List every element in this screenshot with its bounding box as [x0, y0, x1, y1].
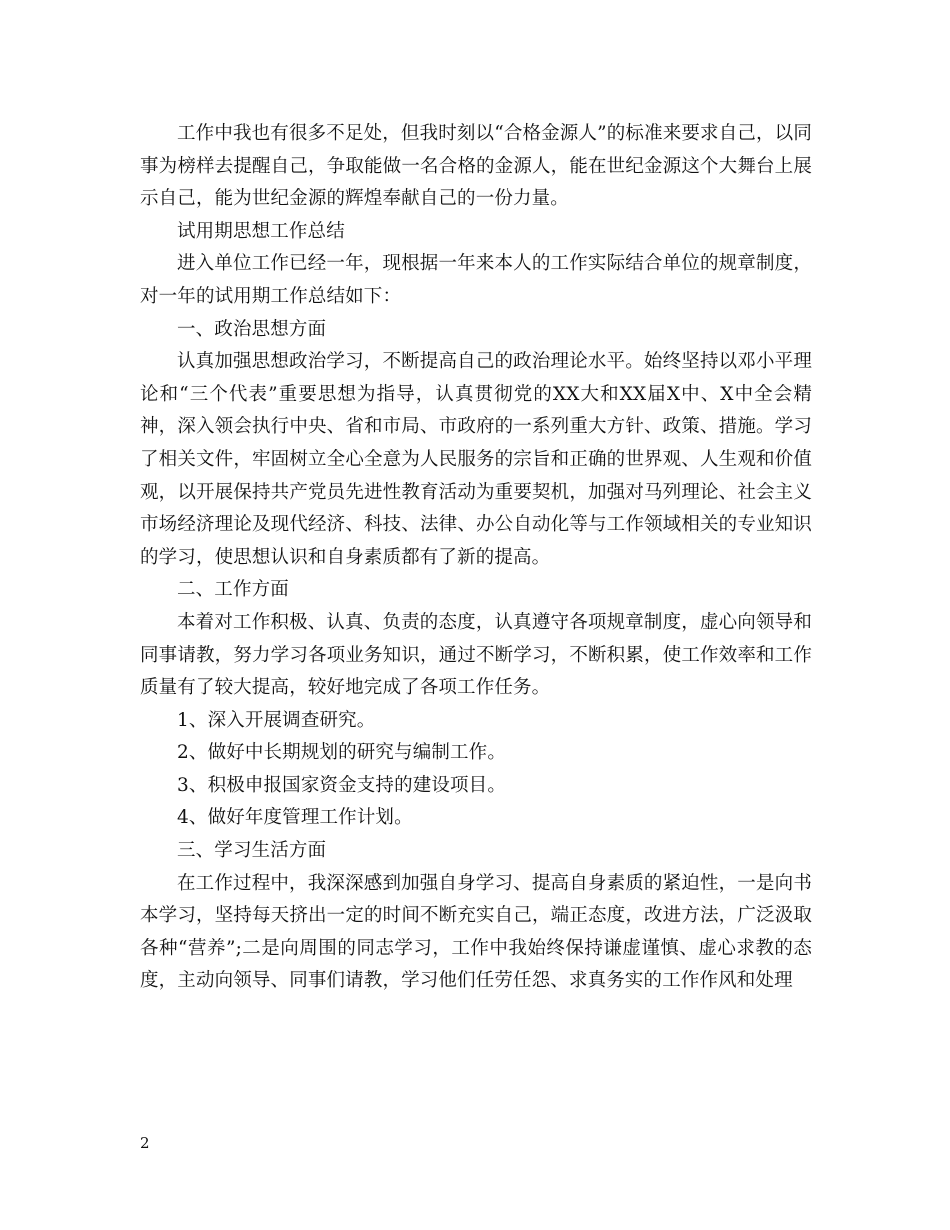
- heading-political-thought: 一、政治思想方面: [177, 318, 327, 340]
- document-body: [140, 118, 812, 998]
- list-item-research: 1、深入开展调查研究。: [177, 709, 376, 731]
- list-item-projects: 3、积极申报国家资金支持的建设项目。: [177, 774, 506, 796]
- heading-study-life: 三、学习生活方面: [177, 840, 327, 862]
- list-item-annual-plan: 4、做好年度管理工作计划。: [177, 807, 413, 829]
- paragraph-work: 本着对工作积极、认真、负责的态度，认真遵守各项规章制度，虚心向领导和同事请教，努力学习各项业务知识，通过不断学习，不断积累，使工作效率和工作质量有了较大提高，较好地完成了各项工作任务。: [140, 611, 812, 699]
- heading-work: 二、工作方面: [177, 579, 289, 601]
- paragraph-study-life: 在工作过程中，我深深感到加强自身学习、提高自身素质的紧迫性，一是向书本学习，坚持每天挤出一定的时间不断充实自己，端正态度，改进方法，广泛汲取各种“营养”;二是向周围的同志学习，工作中我始终保持谦虚谨慎、虚心求教的态度，主动向领导、同事们请教，学习他们任劳任怨、求真务实的工作作风和处理: [140, 872, 812, 992]
- paragraph-summary-intro: 进入单位工作已经一年，现根据一年来本人的工作实际结合单位的规章制度，对一年的试用期工作总结如下：: [140, 253, 812, 307]
- section-title-probation-summary: 试用期思想工作总结: [177, 220, 345, 242]
- page-number: 2: [140, 1134, 150, 1152]
- list-item-planning: 2、做好中长期规划的研究与编制工作。: [177, 742, 506, 764]
- paragraph-intro-shortcomings: 工作中我也有很多不足处，但我时刻以“合格金源人”的标准来要求自己，以同事为榜样去提醒自己，争取能做一名合格的金源人，能在世纪金源这个大舞台上展示自己，能为世纪金源的辉煌奉献自己的一份力量。: [140, 123, 812, 210]
- paragraph-political-thought: 认真加强思想政治学习，不断提高自己的政治理论水平。始终坚持以邓小平理论和“三个代表”重要思想为指导，认真贯彻党的XX大和XX届X中、X中全会精神，深入领会执行中央、省和市局、市政府的一系列重大方针、政策、措施。学习了相关文件，牢固树立全心全意为人民服务的宗旨和正确的世界观、人生观和价值观，以开展保持共产党员先进性教育活动为重要契机，加强对马列理论、社会主义市场经济理论及现代经济、科技、法律、办公自动化等与工作领域相关的专业知识的学习，使思想认识和自身素质都有了新的提高。: [140, 351, 812, 568]
